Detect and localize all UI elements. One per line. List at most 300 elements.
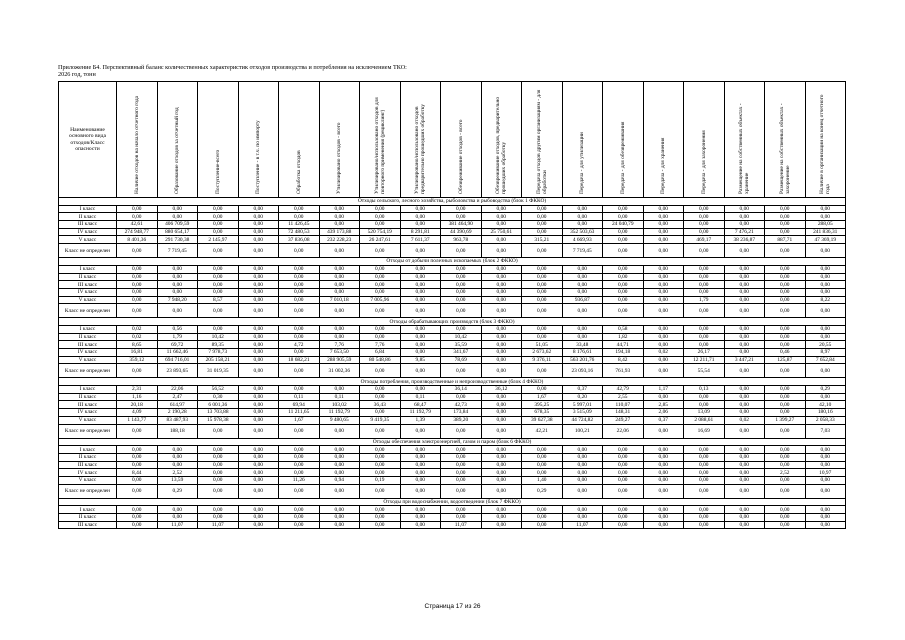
table-cell: 1,67 [279, 416, 320, 424]
table-cell: 0,00 [157, 265, 198, 273]
column-header-label: Утилизировано отходов - всего [336, 122, 343, 194]
table-cell: 11,07 [562, 521, 603, 529]
table-cell: 0,00 [724, 424, 765, 438]
table-cell: 0,00 [238, 364, 279, 378]
table-cell: 0,00 [400, 446, 441, 454]
table-cell: 2,47 [157, 393, 198, 401]
table-cell: 0,00 [724, 461, 765, 469]
table-cell: 0,00 [198, 424, 239, 438]
row-label: II класс [59, 333, 117, 341]
table-cell: 7 005,96 [360, 296, 401, 304]
table-cell: 0,00 [522, 514, 563, 522]
table-cell: 0,02 [117, 333, 158, 341]
table-cell: 47 369,19 [805, 236, 846, 244]
table-cell: 0,00 [522, 325, 563, 333]
table-cell: 0,00 [117, 304, 158, 318]
table-cell: 7 719,45 [562, 244, 603, 258]
table-cell: 0,00 [481, 424, 522, 438]
table-cell: 359,12 [117, 356, 158, 364]
column-header [765, 82, 806, 198]
table-cell: 0,00 [441, 265, 482, 273]
table-cell: 0,00 [603, 265, 644, 273]
table-cell: 0,00 [765, 333, 806, 341]
table-cell: 0,00 [643, 446, 684, 454]
table-cell: 13,09 [684, 409, 725, 417]
table-cell: 0,00 [481, 213, 522, 221]
table-row [59, 484, 846, 498]
table-cell: 0,00 [319, 386, 360, 394]
table-cell: 0,00 [157, 281, 198, 289]
column-header-label: Передача - для захоронения [700, 130, 707, 194]
table-cell: 0,00 [117, 461, 158, 469]
table-cell: 0,00 [603, 469, 644, 477]
table-cell: 0,00 [603, 236, 644, 244]
table-row [59, 281, 846, 289]
table-cell: 0,00 [360, 213, 401, 221]
table-cell: 0,00 [238, 265, 279, 273]
table-cell: 0,00 [238, 304, 279, 318]
table-cell: 0,00 [400, 273, 441, 281]
table-cell: 0,00 [279, 281, 320, 289]
table-cell: 0,00 [522, 461, 563, 469]
table-cell: 16,69 [684, 424, 725, 438]
table-cell: 0,00 [522, 386, 563, 394]
table-cell: 0,00 [238, 514, 279, 522]
table-cell: 0,00 [724, 364, 765, 378]
table-cell: 9 480,65 [319, 416, 360, 424]
table-cell: 0,00 [279, 386, 320, 394]
table-cell: 7 652,84 [805, 356, 846, 364]
table-cell: 4,09 [117, 409, 158, 417]
table-cell: 887,71 [765, 236, 806, 244]
table-cell: 0,00 [360, 325, 401, 333]
table-cell: 7 978,73 [198, 349, 239, 357]
table-cell: 0,00 [117, 514, 158, 522]
table-cell: 0,00 [765, 521, 806, 529]
table-cell: 0,00 [238, 244, 279, 258]
table-row [59, 228, 846, 236]
table-cell: 0,00 [441, 288, 482, 296]
table-cell: 0,00 [238, 521, 279, 529]
table-cell: 0,00 [360, 288, 401, 296]
table-cell: 880 654,17 [157, 228, 198, 236]
column-header [724, 82, 765, 198]
table-cell: 0,00 [319, 288, 360, 296]
table-cell: 0,00 [400, 281, 441, 289]
group-header-row [59, 498, 846, 506]
table-cell: 7,76 [360, 341, 401, 349]
table-cell: 0,00 [481, 356, 522, 364]
table-cell: 11,07 [157, 521, 198, 529]
table-cell: 761,93 [603, 364, 644, 378]
table-cell: 0,00 [684, 304, 725, 318]
table-cell: 0,00 [400, 476, 441, 484]
table-cell: 315,21 [522, 236, 563, 244]
table-cell: 20,55 [805, 341, 846, 349]
table-cell: 7,03 [805, 424, 846, 438]
table-cell: 5 997,01 [562, 401, 603, 409]
table-cell: 0,00 [279, 514, 320, 522]
table-cell: 0,00 [238, 236, 279, 244]
table-cell: 0,00 [643, 453, 684, 461]
table-cell: 0,00 [238, 205, 279, 213]
table-cell: 0,00 [198, 325, 239, 333]
table-cell: 0,00 [279, 265, 320, 273]
table-cell: 0,00 [441, 514, 482, 522]
table-cell: 0,00 [765, 304, 806, 318]
table-cell: 0,00 [319, 265, 360, 273]
table-cell: 0,00 [157, 506, 198, 514]
table-cell: 11,07 [441, 521, 482, 529]
table-row [59, 244, 846, 258]
table-cell: 0,00 [238, 453, 279, 461]
table-cell: 0,00 [522, 228, 563, 236]
table-cell: 0,00 [279, 364, 320, 378]
table-cell: 0,00 [684, 333, 725, 341]
table-cell: 0,00 [562, 265, 603, 273]
table-cell: 33,48 [562, 341, 603, 349]
table-cell: 1 399,27 [765, 416, 806, 424]
table-cell: 0,00 [117, 424, 158, 438]
table-cell: 352 503,63 [562, 228, 603, 236]
row-label: III класс [59, 401, 117, 409]
table-cell: 0,00 [400, 304, 441, 318]
table-row [59, 453, 846, 461]
table-cell: 0,00 [157, 288, 198, 296]
table-cell: 0,00 [319, 521, 360, 529]
column-header-label: Передача отходов другим организациям - для обработки [535, 89, 548, 194]
row-label: IV класс [59, 409, 117, 417]
table-cell: 0,00 [643, 364, 684, 378]
table-cell: 11 211,65 [279, 409, 320, 417]
column-header-label: Поступление-всего [214, 149, 221, 194]
table-cell: 0,00 [319, 514, 360, 522]
table-row [59, 446, 846, 454]
table-cell: 0,00 [562, 476, 603, 484]
table-cell: 0,00 [562, 484, 603, 498]
table-cell: 89,35 [198, 341, 239, 349]
table-cell: 0,00 [198, 205, 239, 213]
table-cell: 7,76 [319, 341, 360, 349]
row-label: III класс [59, 341, 117, 349]
table-cell: 0,00 [117, 453, 158, 461]
table-cell: 0,00 [319, 325, 360, 333]
table-cell: 0,00 [603, 213, 644, 221]
table-cell: 0,00 [684, 213, 725, 221]
table-cell: 0,00 [522, 469, 563, 477]
table-cell: 0,00 [400, 333, 441, 341]
table-cell: 6,84 [360, 349, 401, 357]
table-cell: 0,00 [360, 244, 401, 258]
table-cell: 0,00 [157, 304, 198, 318]
table-cell: 0,00 [765, 424, 806, 438]
table-cell: 4,72 [279, 341, 320, 349]
table-cell: 0,00 [481, 476, 522, 484]
table-cell: 963,78 [441, 236, 482, 244]
table-cell: 2,31 [117, 386, 158, 394]
table-cell: 0,00 [279, 446, 320, 454]
table-cell: 0,00 [522, 273, 563, 281]
table-cell: 80 548,86 [360, 356, 401, 364]
table-cell: 0,00 [157, 446, 198, 454]
table-cell: 0,00 [400, 453, 441, 461]
table-cell: 0,00 [400, 349, 441, 357]
table-cell: 0,00 [441, 273, 482, 281]
table-cell: 0,00 [238, 325, 279, 333]
table-cell: 42,73 [441, 401, 482, 409]
table-cell: 2 190,28 [157, 409, 198, 417]
table-row [59, 356, 846, 364]
table-cell: 0,00 [522, 333, 563, 341]
table-cell: 0,00 [643, 461, 684, 469]
table-cell: 100,21 [562, 424, 603, 438]
table-cell: 0,00 [157, 461, 198, 469]
group-title: Отходы обрабатывающих производств (блок 3 ФККО) [59, 318, 846, 326]
table-cell: 0,00 [562, 333, 603, 341]
table-cell: 0,00 [481, 281, 522, 289]
group-header-row [59, 378, 846, 386]
table-row [59, 325, 846, 333]
table-cell: 0,00 [238, 349, 279, 357]
table-cell: 8,42 [603, 356, 644, 364]
table-cell: 0,00 [360, 506, 401, 514]
row-label: III класс [59, 281, 117, 289]
table-cell: 8,65 [117, 341, 158, 349]
table-cell: 0,00 [765, 296, 806, 304]
table-cell: 8,44 [117, 469, 158, 477]
table-cell: 0,00 [684, 325, 725, 333]
table-cell: 0,00 [724, 325, 765, 333]
table-row [59, 296, 846, 304]
table-cell: 0,00 [441, 484, 482, 498]
table-cell: 0,00 [198, 265, 239, 273]
table-cell: 16,81 [117, 349, 158, 357]
table-cell: 0,00 [765, 244, 806, 258]
table-cell: 31 002,36 [319, 364, 360, 378]
table-cell: 31 019,35 [198, 364, 239, 378]
table-cell: 0,00 [238, 461, 279, 469]
table-cell: 0,00 [805, 484, 846, 498]
balance-table-container [58, 81, 846, 529]
table-cell: 0,00 [805, 304, 846, 318]
group-title: Отходы обеспечения электроэнергией, газом и паром (блок 6 ФККО) [59, 438, 846, 446]
table-cell: 0,00 [684, 514, 725, 522]
table-cell: 0,00 [400, 514, 441, 522]
row-label: V класс [59, 416, 117, 424]
column-header [562, 82, 603, 198]
table-cell: 0,00 [481, 393, 522, 401]
table-row [59, 265, 846, 273]
table-cell: 0,00 [238, 288, 279, 296]
table-cell: 0,00 [238, 484, 279, 498]
table-cell: 0,00 [643, 484, 684, 498]
table-cell: 0,00 [319, 221, 360, 229]
table-cell: 0,00 [279, 469, 320, 477]
table-cell: 0,00 [805, 205, 846, 213]
table-cell: 0,00 [522, 281, 563, 289]
table-cell: 0,00 [360, 461, 401, 469]
table-row [59, 213, 846, 221]
table-cell: 0,00 [765, 325, 806, 333]
table-cell: 0,00 [765, 288, 806, 296]
table-cell: 0,00 [198, 228, 239, 236]
table-cell: 1,40 [522, 476, 563, 484]
column-header [360, 82, 401, 198]
table-cell: 0,46 [765, 349, 806, 357]
table-cell: 0,00 [360, 221, 401, 229]
table-cell: 0,02 [117, 325, 158, 333]
table-cell: 469,17 [684, 236, 725, 244]
table-cell: 288 905,59 [319, 356, 360, 364]
table-cell: 9 376,11 [522, 356, 563, 364]
table-cell: 0,00 [279, 296, 320, 304]
table-cell: 0,00 [198, 476, 239, 484]
table-cell: 0,00 [481, 244, 522, 258]
column-header [805, 82, 846, 198]
table-cell: 0,00 [319, 213, 360, 221]
table-cell: 0,00 [279, 461, 320, 469]
table-cell: 22,06 [603, 424, 644, 438]
table-cell: 0,00 [319, 506, 360, 514]
table-cell: 0,00 [765, 484, 806, 498]
table-cell: 0,00 [117, 446, 158, 454]
table-cell: 2 088,61 [684, 416, 725, 424]
table-cell: 0,00 [400, 265, 441, 273]
table-cell: 0,00 [562, 205, 603, 213]
table-cell: 0,00 [441, 325, 482, 333]
table-cell: 51,05 [522, 341, 563, 349]
table-cell: 0,00 [562, 461, 603, 469]
table-cell: 15 978,38 [198, 416, 239, 424]
table-cell: 8,57 [198, 296, 239, 304]
table-cell: 0,00 [522, 521, 563, 529]
table-cell: 0,00 [805, 461, 846, 469]
table-cell: 0,00 [279, 325, 320, 333]
column-header [279, 82, 320, 198]
table-cell: 12 211,71 [684, 356, 725, 364]
table-cell: 0,00 [643, 228, 684, 236]
table-cell: 0,00 [360, 205, 401, 213]
table-cell: 3 515,09 [562, 409, 603, 417]
table-cell: 0,00 [238, 273, 279, 281]
table-cell: 0,00 [603, 244, 644, 258]
table-cell: 0,00 [360, 265, 401, 273]
table-cell: 0,00 [522, 304, 563, 318]
table-cell: 0,00 [562, 281, 603, 289]
table-cell: 83 487,93 [157, 416, 198, 424]
table-cell: 0,00 [481, 265, 522, 273]
table-cell: 0,00 [643, 244, 684, 258]
table-cell: 0,00 [724, 296, 765, 304]
table-cell: 0,00 [360, 364, 401, 378]
table-cell: 13 703,88 [198, 409, 239, 417]
table-cell: 8 401,36 [117, 236, 158, 244]
table-cell: 249,27 [603, 416, 644, 424]
table-cell: 8,22 [805, 296, 846, 304]
table-cell: 0,00 [198, 469, 239, 477]
table-cell: 6 001,36 [198, 401, 239, 409]
column-header [603, 82, 644, 198]
table-cell: 0,00 [724, 288, 765, 296]
table-cell: 0,00 [279, 205, 320, 213]
table-cell: 0,00 [805, 506, 846, 514]
table-cell: 0,00 [724, 213, 765, 221]
table-row [59, 333, 846, 341]
table-cell: 0,00 [198, 213, 239, 221]
table-cell: 0,00 [522, 213, 563, 221]
table-row [59, 221, 846, 229]
table-cell: 0,00 [765, 221, 806, 229]
table-cell: 44,71 [603, 341, 644, 349]
table-header-row [59, 82, 846, 198]
table-cell: 0,00 [360, 484, 401, 498]
table-cell: 0,00 [765, 506, 806, 514]
table-cell: 0,00 [522, 205, 563, 213]
table-row [59, 416, 846, 424]
table-cell: 341,67 [441, 349, 482, 357]
table-cell: 0,00 [481, 409, 522, 417]
table-cell: 0,00 [724, 221, 765, 229]
table-cell: 0,00 [481, 221, 522, 229]
table-cell: 3 447,21 [724, 356, 765, 364]
table-cell: 8 176,61 [562, 349, 603, 357]
table-cell: 0,00 [117, 484, 158, 498]
table-cell: 0,00 [522, 296, 563, 304]
table-cell: 0,00 [522, 221, 563, 229]
caption-line-2: 2026 год, тонн [58, 71, 96, 79]
row-label: II класс [59, 453, 117, 461]
table-cell: 0,00 [198, 514, 239, 522]
table-row [59, 476, 846, 484]
table-cell: 0,00 [481, 325, 522, 333]
table-cell: 0,00 [724, 273, 765, 281]
table-cell: 0,00 [400, 325, 441, 333]
table-cell: 0,00 [400, 244, 441, 258]
table-cell: 11,26 [279, 476, 320, 484]
table-cell: 0,00 [319, 484, 360, 498]
row-label: I класс [59, 325, 117, 333]
table-cell: 0,37 [643, 416, 684, 424]
table-cell: 0,00 [603, 273, 644, 281]
table-cell: 0,00 [603, 288, 644, 296]
table-cell: 22,06 [157, 386, 198, 394]
table-row [59, 205, 846, 213]
table-cell: 0,00 [765, 281, 806, 289]
table-cell: 0,00 [238, 386, 279, 394]
table-cell: 0,00 [603, 521, 644, 529]
row-label: V класс [59, 236, 117, 244]
table-cell: 2,06 [643, 409, 684, 417]
table-cell: 0,00 [117, 213, 158, 221]
table-cell: 1,79 [684, 296, 725, 304]
table-cell: 0,00 [562, 506, 603, 514]
table-cell: 0,00 [522, 364, 563, 378]
table-cell: 0,00 [805, 325, 846, 333]
table-cell: 0,00 [481, 484, 522, 498]
table-cell: 395,25 [522, 401, 563, 409]
table-cell: 0,00 [724, 476, 765, 484]
group-title: Отходы от добычи полезных ископаемых (блок 2 ФККО) [59, 258, 846, 266]
table-cell: 0,00 [238, 296, 279, 304]
table-cell: 0,00 [603, 228, 644, 236]
table-cell: 7 719,45 [157, 244, 198, 258]
column-header-label: Размещение на собственных объектах - захоронение [778, 103, 791, 194]
table-cell: 8,97 [805, 349, 846, 357]
table-cell: 614,97 [157, 401, 198, 409]
table-row [59, 401, 846, 409]
group-header-row [59, 318, 846, 326]
table-cell: 205 158,21 [198, 356, 239, 364]
